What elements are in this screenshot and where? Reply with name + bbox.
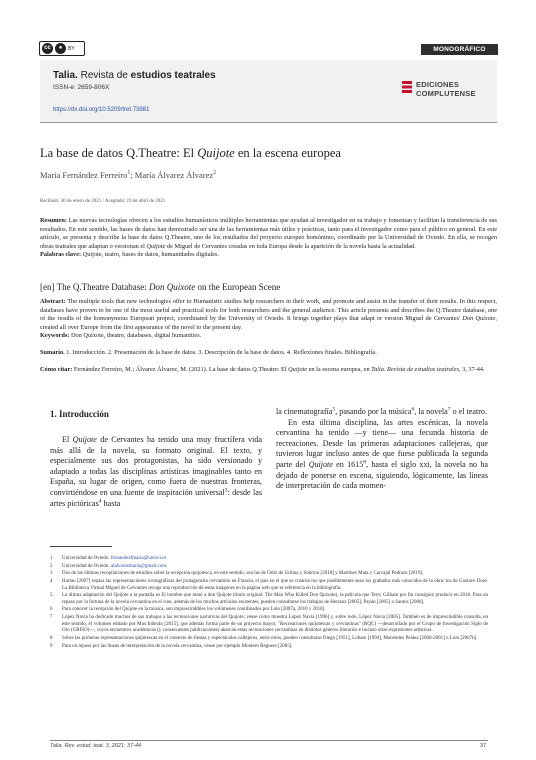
footnote: 9 Para un repaso por las líneas de interpretación de la novela cervantina, véase por ejemplo Montero Reguera [2005].: [50, 643, 293, 649]
footnote: 6 Para conocer la recepción del Quijote en la música, son imprescindibles los volúmenes coordinados por Lolo [2007a, 2010 y 2018].: [50, 607, 326, 613]
abstract: Abstract: The multiple tools that new technologies offer to Humanistic studies help researchers in their work, and promote and assist in the transfer of their results. In this respect, databases have proven to be one of the most useful and practical tools for both researchers and the general audience. This article presents and describes the Q.Theatre database, one of the results of the homonymous European project, coordinated by the University of Oviedo. It brings together plays that adapt or version Miguel de Cervantes' Don Quixote, created all over Europe from the first appearance of the novel to the present day. Keywords: Don Quixote, theatre, databases, digital humanities.: [40, 298, 497, 339]
footnote: 1 Universidad de Oviedo. fernandezfmaria@uniovi.es: [50, 556, 167, 561]
footnote: 4 Hartau [2007] repasa las representaciones iconográficas del protagonista cervantino en Francia, el país en el que se crearon los que posiblemente sean los grabados más conocidos de la obra: los de Gustave Doré. La Biblioteca Virtual Miguel de Cervantes recoge una reproducción de estas imágenes en la página web que se referencia en la bibliografía.: [50, 579, 488, 591]
body-left-column: [50, 435, 262, 509]
footnote: 5 La última adaptación del Quijote a la pantalla es El hombre que mató a don Quijote (título original: The Man Who Killed Don Quixote), la película que Terry Gilliam por fin consiguió producir en 2018. Para un repaso por la fortuna de la novela cervantina en el cine, además de los muchos artículos existentes, pueden consultarse los trabajos de Herranz [2005], Payán [2005] o Santos [2006].: [50, 593, 488, 605]
doi-link[interactable]: https://dx.doi.org/10.5209/tret.73981: [53, 107, 150, 113]
paragraph: En esta última disciplina, las artes escénicas, la novela cervantina ha tenido —y tiene— una fecunda historia de recreaciones. Desde las primeras adaptaciones callejeras, que tuvieron lugar incluso antes de que fuese publicada la segunda parte del Quijote en 1615$^8$, hasta el siglo xxi, la novela no ha dejado de ponerse en escena, siguiendo, lógicamente, las líneas de interpretación de cada momen-: [276, 417, 488, 491]
journal-title: Talia. Revista de estudios teatrales: [53, 70, 216, 81]
section-tag: MONOGRÁFICO: [421, 44, 498, 55]
footnote: 3 Dos de las últimas recopilaciones de estudios sobre la recepción quijotesca, en este sentido, son las de Ortiz de Urbina y Sobrino [2018] y Martínez Mata y Carvajal Pedraza [2019].: [50, 571, 424, 577]
footnote: 7 López Navia ha dedicado muchos de sus trabajos a las recreaciones narrativas del Quijote; véase como muestra López Navia [1996] y, sobre todo, López Navia [2005]. También es de imprescindible consulta, en este sentido, el volumen editado por Mus Inderán [2015], que además forma parte de un proyecto mayor, "Recreaciones quijotescas y cervantinas" (RQC) —desarrollado por el Grupo de Investigación Siglo de Oro (GRISO)—, cuyos encuentros académicos (y consecuentes publicaciones) abarcan estas recreaciones cervantinas en distintos géneros literarios e incluso otras expresiones artísticas.: [50, 615, 488, 634]
footer-rule: [50, 740, 488, 741]
page-number: 37: [480, 743, 487, 749]
article-title: La base de datos Q.Theatre: El Quijote en la escena europea: [40, 146, 341, 160]
received-dates: Recibido: 30 de enero de 2021 / Aceptado: 19 de abril de 2021: [40, 199, 166, 204]
email-link[interactable]: fernandezfmaria@uniovi.es: [110, 556, 167, 561]
publisher-icon: [402, 81, 412, 93]
publisher-name: EDICIONES COMPLUTENSE: [416, 80, 476, 98]
sumario: Sumario. 1. Introducción. 2. Presentación de la base de datos. 3. Descripción de la base de datos. 4. Reflexiones finales. Bibliografía.: [40, 349, 377, 356]
license-label: BY: [68, 45, 75, 52]
license-badge[interactable]: [39, 41, 85, 56]
footnote: 2 Universidad de Oviedo. alalvarezmaria@gmail.com.: [50, 563, 168, 569]
by-icon: ●: [55, 43, 66, 54]
authors: María Fernández Ferreiro$^1$; María Álvarez Álvarez$^2$: [40, 170, 217, 180]
cc-icon: cc: [42, 43, 53, 54]
resumen: Resumen: Las nuevas tecnologías ofrecen a los estudios humanísticos múltiples herramientas que ayudan al investigador en su trabajo y fomentan y facilitan la transferencia de sus resultados. En este sentido, las bases de datos han demostrado ser una de las herramientas más útiles y prácticas, tanto para el investigador como para el público en general. En este artículo, se presenta y describe la base de datos Q.Theatre, uno de los resultados del proyecto europeo homónimo, coordinado por la Universidad de Oviedo. En ella, se recogen obras teatrales que adaptan o versionan el Quijote de Miguel de Cervantes creadas en toda Europa desde la aparición de la novela hasta la actualidad. Palabras clave: Quijote, teatro, bases de datos, humanidades digitales.: [40, 217, 497, 258]
footnotes: [50, 556, 488, 651]
header-divider: [40, 122, 497, 123]
footnote: 8 Sobre las primeras representaciones quijotescas en el contexto de fiestas y espectáculos callejeros, entre otros, pueden consultarse Diego [1951], Lobato [1994], Menéndez Peláez [2000-2001] o Lolo [2007b].: [50, 635, 478, 641]
paragraph: la cinematografía$^5$, pasando por la música$^6$, la novela$^7$ o el teatro.: [276, 406, 487, 416]
email-link[interactable]: alalvarezmaria@gmail.com: [110, 563, 167, 569]
footnote-rule: [50, 546, 112, 547]
body-right-column: [276, 407, 488, 492]
como-citar: Cómo citar: Fernández Ferreiro, M.; Álvarez Álvarez, M. (2021). La base de datos Q.Theatre: El Quijote en la escena europea, en Talia. Revista de estudios teatrales, 3, 37-44.: [40, 366, 485, 373]
issn: ISSN-e: 2659-806X: [53, 84, 110, 91]
paragraph: El Quijote de Cervantes ha tenido una muy fructífera vida más allá de la novela, su formato original. El texto, y especialmente sus dos protagonistas, ha sido versionado y adaptado a todas las disciplinas artísticas imaginables tanto en España, su lugar de origen, como fuera de nuestras fronteras, convirtiéndose en una fuente de inspiración universal$^3$: desde las artes pictóricas$^4$ hasta: [50, 435, 263, 508]
section-heading: 1. Introducción: [50, 409, 109, 419]
footer-citation: Talia. Rev. estud. teat. 3, 2021: 37-44: [50, 743, 142, 749]
english-title: [en] The Q.Theatre Database: Don Quixote on the European Scene: [40, 282, 281, 292]
